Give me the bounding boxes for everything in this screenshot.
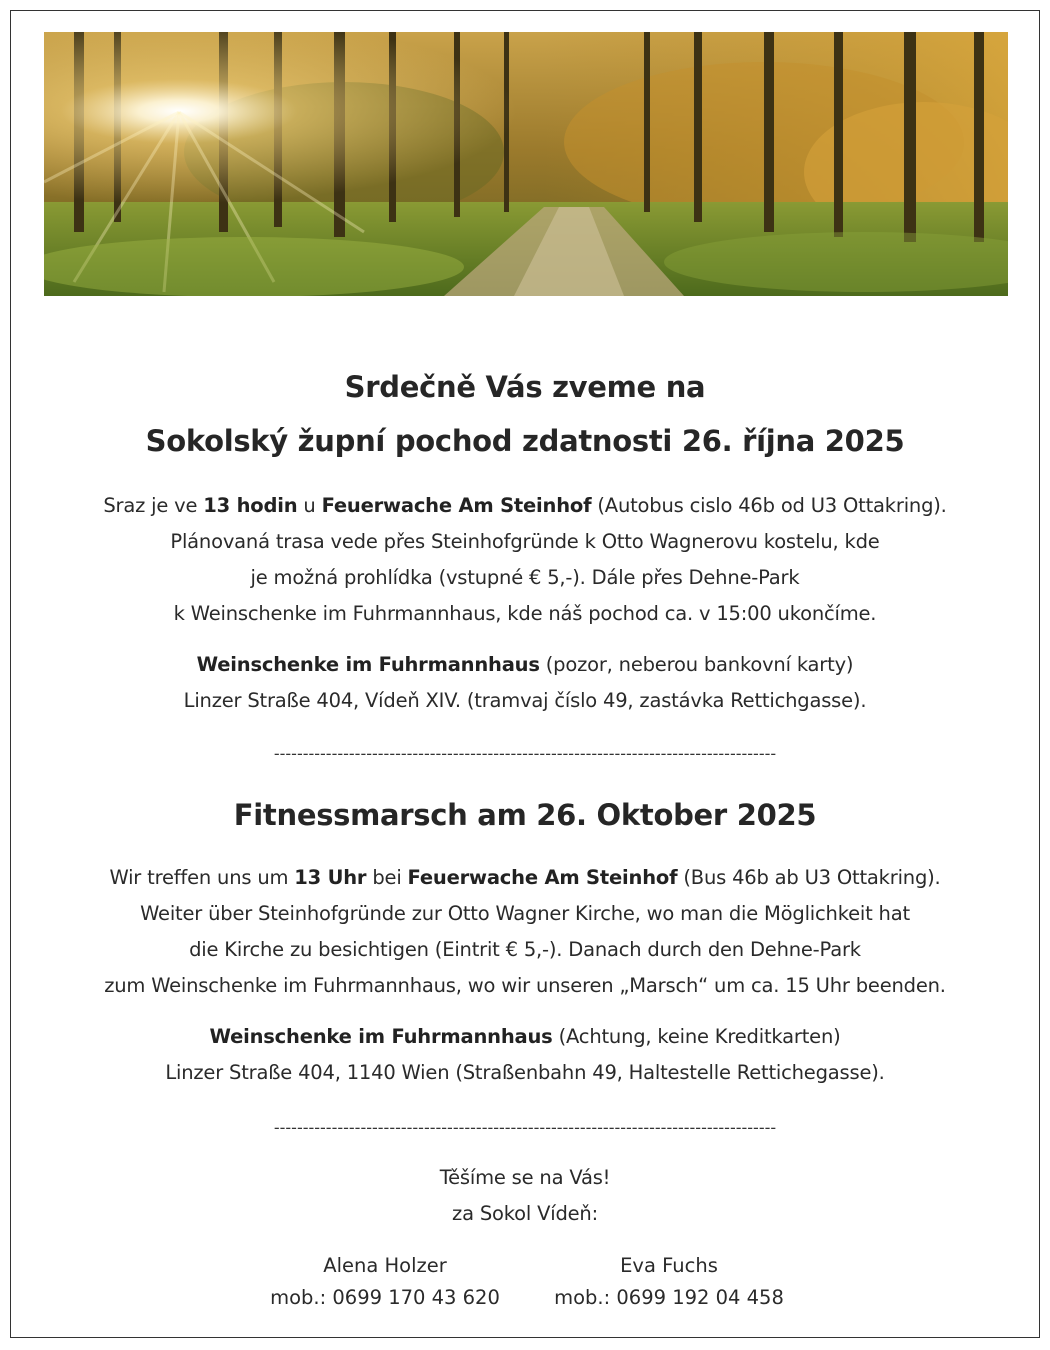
meeting-time: 13 Uhr	[294, 866, 367, 889]
czech-p1-line1	[20, 488, 1030, 524]
signature-phone: mob.: 0699 192 04 458	[554, 1286, 784, 1309]
czech-title-line1: Srdečně Vás zveme na	[344, 370, 706, 404]
german-paragraph-2	[20, 1019, 1030, 1091]
banner-photo	[44, 32, 1008, 296]
separator-1: ---------------------------------------------------------------------------------------	[273, 744, 777, 763]
signature-name: Alena Holzer	[323, 1254, 447, 1277]
closing-line1: Těšíme se na Vás!	[439, 1166, 611, 1189]
czech-p1-line2: Plánovaná trasa vede přes Steinhofgründe k Otto Wagnerovu kostelu, kde	[170, 530, 880, 553]
text-span: (pozor, neberou bankovní karty)	[539, 653, 854, 676]
closing-line2: za Sokol Vídeň:	[452, 1202, 598, 1225]
czech-title-line2: Sokolský župní pochod zdatnosti 26. října 2025	[145, 424, 905, 458]
separator-2: ---------------------------------------------------------------------------------------	[273, 1118, 777, 1137]
czech-section	[20, 360, 1030, 468]
meeting-time: 13 hodin	[203, 494, 298, 517]
czech-p1-line4: k Weinschenke im Fuhrmannhaus, kde náš pochod ca. v 15:00 ukončíme.	[173, 602, 877, 625]
signature-1	[235, 1250, 535, 1314]
autumn-forest-path-photo	[44, 32, 1008, 296]
signature-name: Eva Fuchs	[620, 1254, 718, 1277]
signature-row	[0, 1250, 1050, 1320]
german-p2-line1	[20, 1019, 1030, 1055]
text-span: (Autobus cislo 46b od U3 Ottakring).	[591, 494, 947, 517]
meeting-place: Feuerwache Am Steinhof	[321, 494, 592, 517]
czech-p2-line1	[20, 647, 1030, 683]
german-title: Fitnessmarsch am 26. Oktober 2025	[233, 798, 817, 832]
meeting-place: Feuerwache Am Steinhof	[407, 866, 678, 889]
venue-name: Weinschenke im Fuhrmannhaus	[196, 653, 540, 676]
german-p1-line4: zum Weinschenke im Fuhrmannhaus, wo wir unseren „Marsch“ um ca. 15 Uhr beenden.	[104, 974, 946, 997]
german-p1-line2: Weiter über Steinhofgründe zur Otto Wagner Kirche, wo man die Möglichkeit hat	[140, 902, 910, 925]
german-p1-line3: die Kirche zu besichtigen (Eintrit € 5,-). Danach durch den Dehne-Park	[189, 938, 861, 961]
czech-p1-line3: je možná prohlídka (vstupné € 5,-). Dále přes Dehne-Park	[250, 566, 800, 589]
text-span: bei	[366, 866, 408, 889]
venue-name: Weinschenke im Fuhrmannhaus	[209, 1025, 553, 1048]
text-span: (Bus 46b ab U3 Ottakring).	[677, 866, 941, 889]
separator-1-wrap	[20, 744, 1030, 764]
german-section	[20, 788, 1030, 842]
signature-2	[519, 1250, 819, 1314]
text-span: Wir treffen uns um	[109, 866, 295, 889]
german-p2-line2: Linzer Straße 404, 1140 Wien (Straßenbahn 49, Haltestelle Rettichegasse).	[165, 1061, 885, 1084]
text-span: Sraz je ve	[103, 494, 204, 517]
czech-paragraph-2	[20, 647, 1030, 719]
closing	[20, 1160, 1030, 1232]
text-span: u	[297, 494, 322, 517]
german-paragraph-1	[20, 860, 1030, 1004]
czech-paragraph-1	[20, 488, 1030, 632]
german-p1-line1	[20, 860, 1030, 896]
text-span: (Achtung, keine Kreditkarten)	[552, 1025, 841, 1048]
czech-p2-line2: Linzer Straße 404, Vídeň XIV. (tramvaj číslo 49, zastávka Rettichgasse).	[183, 689, 867, 712]
separator-2-wrap	[20, 1118, 1030, 1138]
signature-phone: mob.: 0699 170 43 620	[270, 1286, 500, 1309]
